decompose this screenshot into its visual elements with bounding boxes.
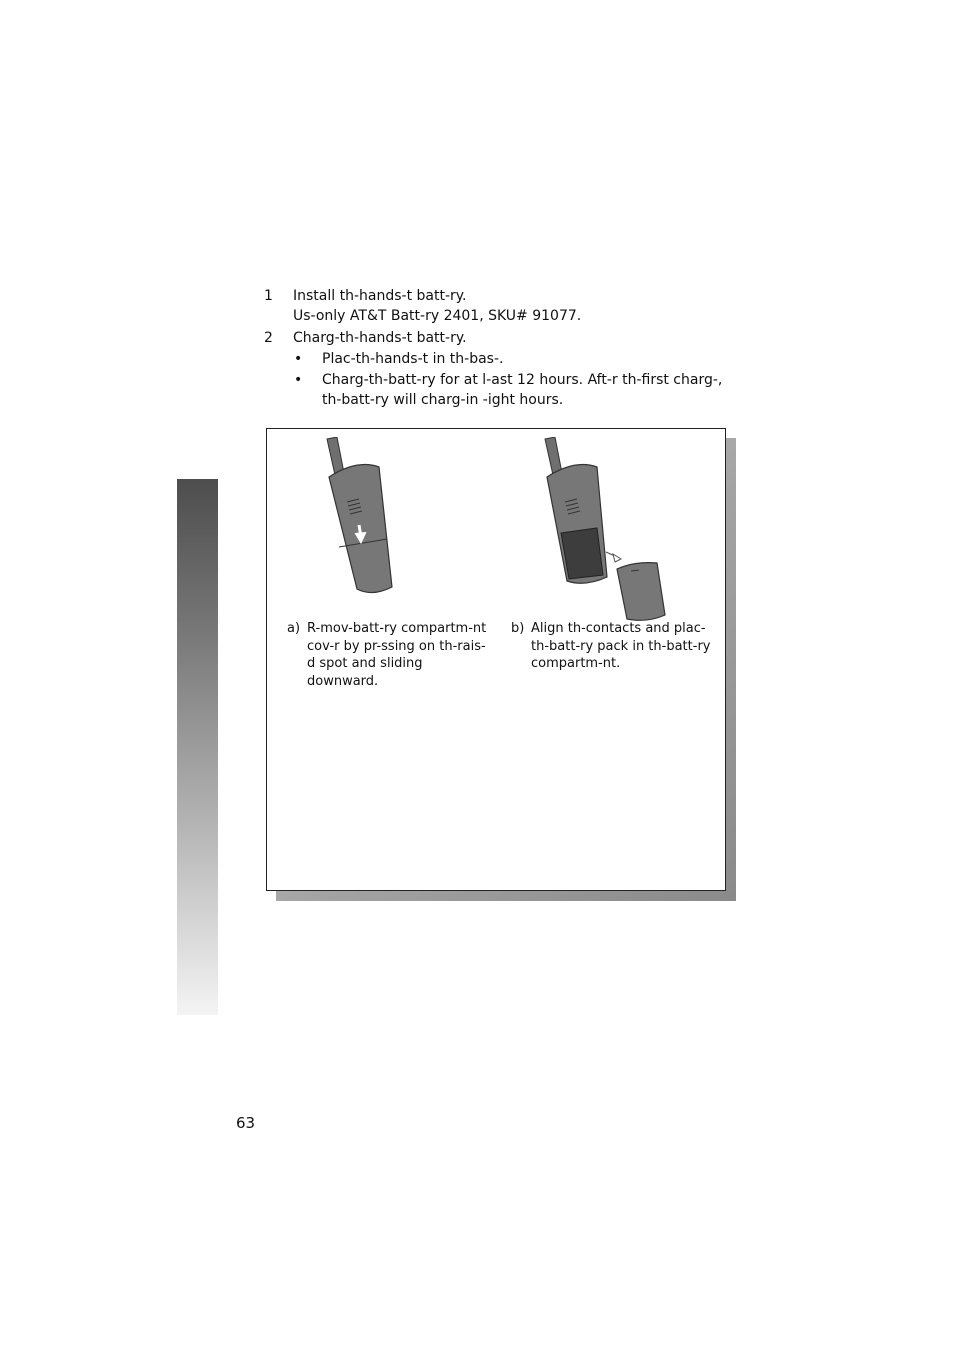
step-title: Install th-hands-t batt-ry. (293, 288, 467, 304)
caption-text: R-mov-batt-ry compartm-nt cov-r by pr-ssing on th-rais-d spot and sliding downward. (307, 621, 487, 689)
step-number: 1 (264, 288, 273, 304)
instruction-steps (264, 286, 734, 410)
bullet-text: Charg-th-batt-ry for at l-ast 12 hours. Aft-r th-first charg-, th-batt-ry will charg-in -ight hours. (322, 372, 723, 408)
bullet-item (264, 370, 734, 410)
side-tab-bar (177, 479, 218, 1015)
handset-remove-cover-illustration (317, 437, 407, 597)
step-number: 2 (264, 330, 273, 346)
step-2 (264, 328, 734, 348)
page-number: 63 (236, 1114, 256, 1132)
step-1 (264, 286, 734, 326)
bullet-item (264, 349, 734, 369)
bullet-text: Plac-th-hands-t in th-bas-. (322, 351, 504, 367)
caption-letter: a) (287, 621, 301, 636)
bullet-dot: • (294, 372, 303, 388)
step-detail: Us-only AT&T Batt-ry 2401, SKU# 91077. (293, 308, 582, 324)
caption-b (511, 620, 717, 673)
step-title: Charg-th-hands-t batt-ry. (293, 330, 467, 346)
caption-letter: b) (511, 621, 525, 636)
caption-text: Align th-contacts and plac-th-batt-ry pack in th-batt-ry compartm-nt. (531, 621, 711, 671)
handset-insert-battery-illustration (535, 437, 675, 622)
battery-installation-figure (266, 428, 726, 891)
caption-a (287, 620, 487, 690)
bullet-dot: • (294, 351, 303, 367)
